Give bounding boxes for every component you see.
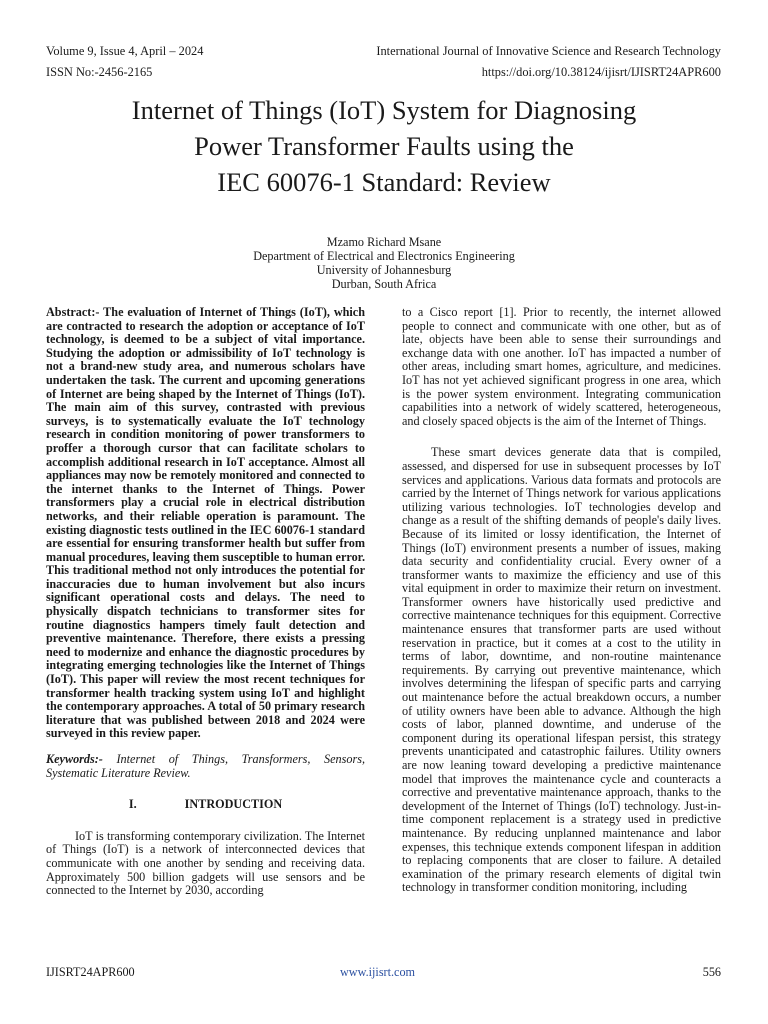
intro-paragraph: IoT is transforming contemporary civilization. The Internet of Things (IoT) is a network of interconnected devices that communicate with one another by sending and receiving data. Approximately 500 billion gadgets will use sensors and be connected to the Internet by 2030, according: [46, 828, 365, 898]
keywords: [46, 753, 365, 780]
author-location: Durban, South Africa: [331, 277, 437, 291]
left-column: [46, 306, 365, 898]
section-number: I.: [128, 797, 137, 812]
journal-name: International Journal of Innovative Science and Research Technology: [376, 44, 721, 58]
footer-website-link[interactable]: www.ijisrt.com: [340, 965, 416, 979]
author-department: Department of Electrical and Electronics Engineering: [253, 249, 515, 263]
right-column: [402, 306, 721, 895]
paper-title: [40, 92, 728, 200]
title-line-3: IEC 60076-1 Standard: Review: [217, 167, 551, 197]
title-line-2: Power Transformer Faults using the: [194, 131, 574, 161]
page-number: 556: [702, 965, 721, 979]
section-title: INTRODUCTION: [184, 797, 283, 812]
body-paragraph-2: These smart devices generate data that is compiled, assessed, and dispersed for use in subsequent processes by IoT services and applications. Various data formats and protocols are carried by the Internet of Things network for various applications utilizing various technologies. IoT technologies develop and change as a result of the shifting demands of people's daily lives. Because of its limited or lossy identification, the Internet of Things (IoT) environment presents a number of issues, making data security and confidentiality crucial. Every owner of a transformer wants to maximize the efficiency and use of this vital equipment in order to maximize their return on investment. Transformer owners have historically used predictive and corrective maintenance techniques for this equipment. Corrective maintenance ensures that transformer parts are used without reservation in practice, but it comes at a cost to the utility in terms of labor, downtime, and non-routine maintenance requirements. By carrying out preventive maintenance, which involves determining the lifespan of specific parts and carrying out maintenance before the actual breakdown occurs, a number of utility owners have been able to advance. Although the high costs of labor, planned downtime, and underuse of the component during its operational lifespan persist, this strategy prevents unanticipated and catastrophic failures. Utility owners are now leaning toward developing a predictive maintenance model that improves the maintenance cycle and counteracts a corrective and preventative maintenance approach, thanks to the development of the Internet of Things (IoT) technology. Just-in-time component replacement is a strategy used in predictive maintenance. By reducing unplanned maintenance and labor expenses, this technique extends component lifespan in addition to replacing components that are closer to failure. A detailed examination of the primary research elements of digital twin technology in transformer condition monitoring, including: [402, 445, 721, 895]
author-university: University of Johannesburg: [316, 263, 452, 277]
journal-issn: ISSN No:-2456-2165: [46, 65, 153, 79]
section-heading: [46, 798, 365, 812]
doi-link[interactable]: https://doi.org/10.38124/ijisrt/IJISRT24APR600: [481, 65, 721, 79]
keywords-text: Internet of Things, Transformers, Sensors, Systematic Literature Review.: [46, 752, 365, 780]
footer-paper-code: IJISRT24APR600: [46, 965, 135, 979]
author-name: Mzamo Richard Msane: [326, 235, 442, 249]
journal-volume: Volume 9, Issue 4, April – 2024: [46, 44, 204, 58]
title-line-1: Internet of Things (IoT) System for Diagnosing: [131, 95, 637, 125]
keywords-label: Keywords:-: [46, 752, 103, 766]
abstract: Abstract:- The evaluation of Internet of Things (IoT), which are contracted to research the adoption or acceptance of IoT technology, is deemed to be a subject of vital importance. Studying the adoption or admissibility of IoT technology is not a brand-new study area, and numerous scholars have undertaken the task. The current and upcoming generations of Internet are being shaped by the Internet of Things (IoT). The main aim of this survey, contrasted with previous surveys, is to systematically evaluate the IoT technology research in condition monitoring of power transformers to proffer a thorough cursor that can facilitate scholars to accomplish additional research in IoT acceptance. Almost all appliances may now be remotely monitored and connected to the internet thanks to the Internet of Things. Power transformers play a crucial role in electrical distribution networks, and their reliable operation is paramount. The existing diagnostic tests outlined in the IEC 60076-1 standard are essential for ensuring transformer health but suffer from manual procedures, leaving them susceptible to human error. This traditional method not only introduces the potential for inaccuracies due to human involvement but also incurs significant operational costs and delays. The need to physically dispatch technicians to transformer sites for routine diagnostics hampers timely fault detection and preventive maintenance. Therefore, there exists a pressing need to modernize and enhance the diagnostic procedures by integrating emerging technologies like the Internet of Things (IoT). This paper will review the most recent techniques for transformer health tracking system using IoT and highlight the contemporary approaches. A total of 50 primary research literature that was published between 2018 and 2024 were surveyed in this review paper.: [46, 305, 365, 741]
author-info: [40, 235, 728, 291]
body-paragraph-1: to a Cisco report [1]. Prior to recently, the internet allowed people to connect and communicate with one other, but as of late, objects have been able to sense their surroundings and exchange data with one another. IoT has impacted a number of other areas, including smart homes, agriculture, and medicines. IoT has not yet achieved significant progress in one area, which is the power system environment. Integrating communication capabilities into a network of widely scattered, heterogeneous, and closely spaced objects is the aim of the Internet of Things.: [402, 305, 721, 428]
